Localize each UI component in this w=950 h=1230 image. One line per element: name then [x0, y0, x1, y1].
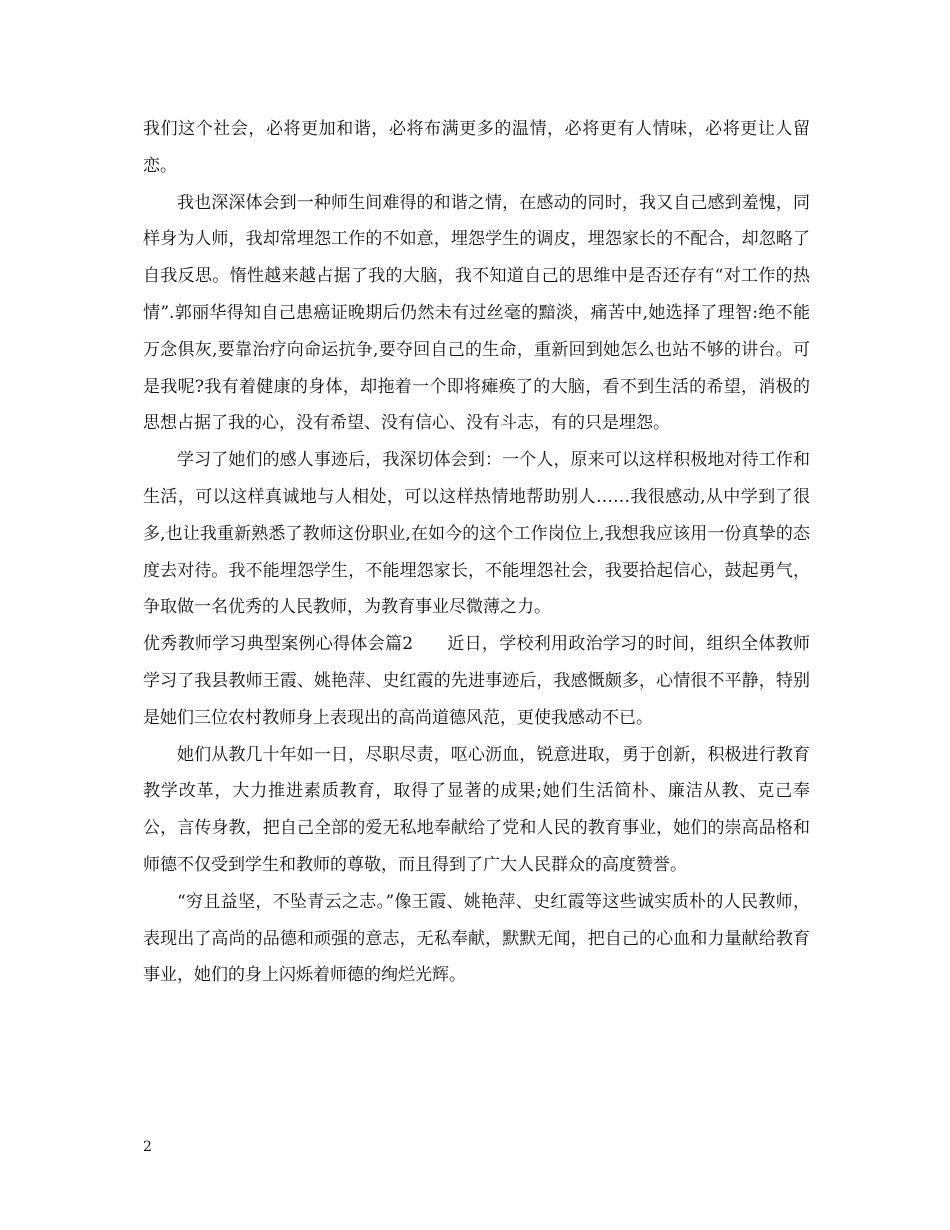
paragraph-6: “穷且益坚，不坠青云之志。”像王霞、姚艳萍、史红霞等这些诚实质朴的人民教师，表现出了高尚的品德和顽强的意志，无私奉献，默默无闻，把自己的心血和力量献给教育事业，她们的身上闪烁着师德的绚烂光辉。 — [143, 891, 810, 986]
document-body — [143, 111, 810, 994]
paragraph-3: 学习了她们的感人事迹后，我深切体会到：一个人，原来可以这样积极地对待工作和生活，可以这样真诚地与人相处，可以这样热情地帮助别人……我很感动,从中学到了很多,也让我重新熟悉了教师这份职业,在如今的这个工作岗位上,我想我应该用一份真挚的态度去对待。我不能埋怨学生，不能埋怨家长，不能埋怨社会，我要拾起信心，鼓起勇气，争取做一名优秀的人民教师，为教育事业尽微薄之力。 — [143, 450, 810, 618]
paragraph-2: 我也深深体会到一种师生间难得的和谐之情，在感动的同时，我又自己感到羞愧，同样身为人师，我却常埋怨工作的不如意，埋怨学生的调皮，埋怨家长的不配合，却忽略了自我反思。惰性越来越占据了我的大脑，我不知道自己的思维中是否还存有“对工作的热情”.郭丽华得知自己患癌证晚期后仍然未有过丝毫的黯淡，痛苦中,她选择了理智:绝不能万念俱灰,要靠治疗向命运抗争,要夺回自己的生命，重新回到她怎么也站不够的讲台。可是我呢?我有着健康的身体，却拖着一个即将瘫痪了的大脑，看不到生活的希望，消极的思想占据了我的心，没有希望、没有信心、没有斗志，有的只是埋怨。 — [143, 192, 810, 434]
paragraph-5: 她们从教几十年如一日，尽职尽责，呕心沥血，锐意进取，勇于创新，积极进行教育教学改革，大力推进素质教育，取得了显著的成果;她们生活简朴、廉洁从教、克己奉公，言传身教，把自己全部的爱无私地奉献给了党和人民的教育事业，她们的崇高品格和师德不仅受到学生和教师的尊敬，而且得到了广大人民群众的高度赞誉。 — [143, 744, 810, 875]
page-number: 2 — [143, 1139, 152, 1155]
section-heading: 优秀教师学习典型案例心得体会篇2 — [143, 634, 414, 655]
paragraph-4-text: 近日，学校利用政治学习的时间，组织全体教师学习了我县教师王霞、姚艳萍、史红霞的先进事迹后，我感慨颇多，心情很不平静，特别是她们三位农村教师身上表现出的高尚道德风范，更使我感动不已。 — [143, 634, 810, 728]
paragraph-1: 我们这个社会，必将更加和谐，必将布满更多的温情，必将更有人情味，必将更让人留恋。 — [143, 119, 810, 176]
paragraph-4 — [143, 626, 810, 736]
